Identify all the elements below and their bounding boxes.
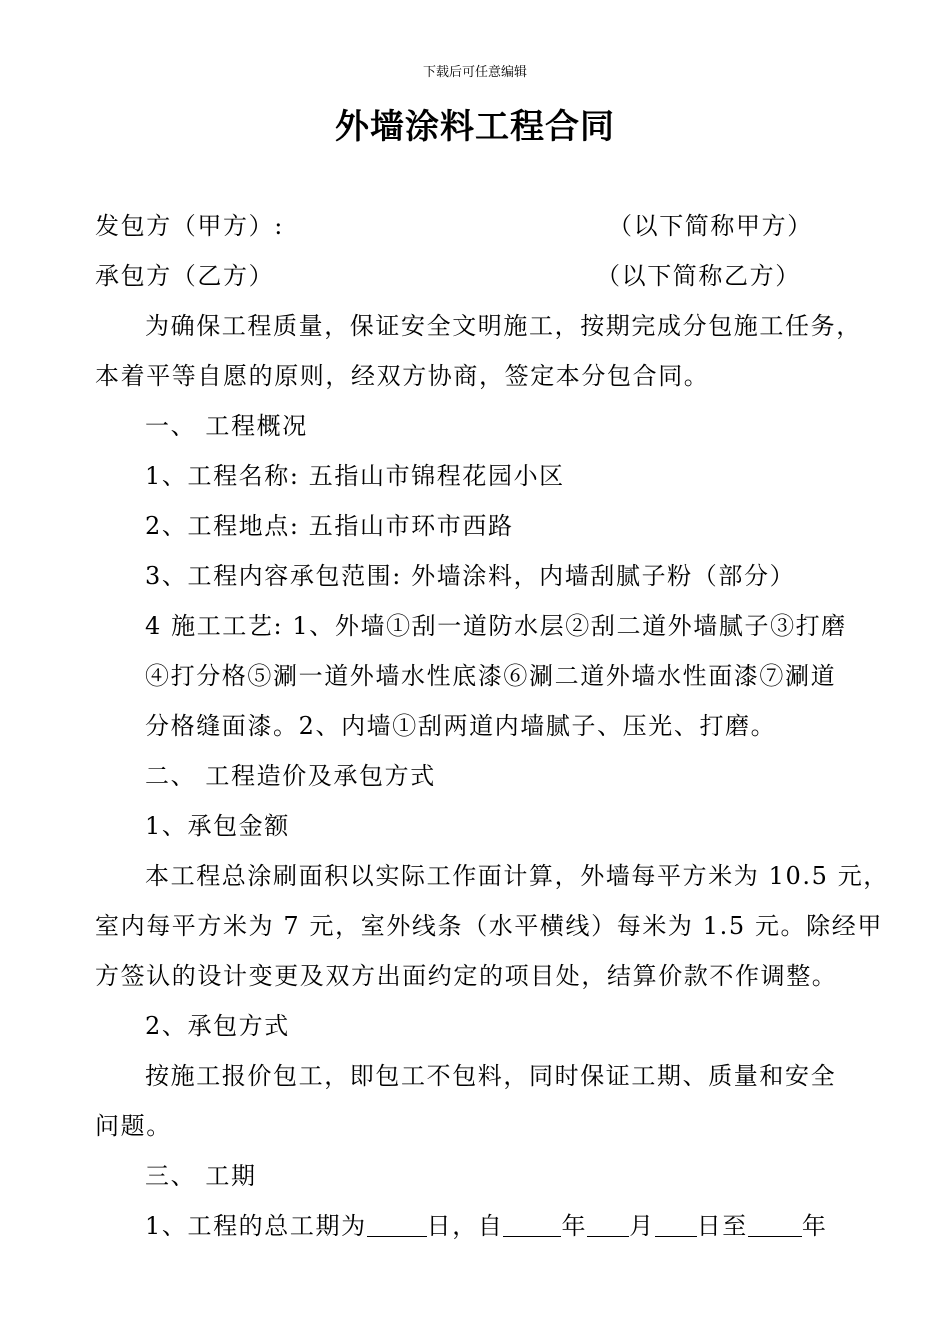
start-month-text: 月 — [629, 1212, 655, 1240]
intro-line-2: 本着平等自愿的原则，经双方协商，签定本分包合同。 — [95, 362, 710, 390]
method-line-1: 按施工报价包工，即包工不包料，同时保证工期、质量和安全 — [145, 1062, 837, 1090]
intro-line-1: 为确保工程质量，保证安全文明施工，按期完成分包施工任务， — [145, 312, 862, 340]
start-year-blank[interactable] — [503, 1212, 561, 1237]
section-3-heading: 三、 工期 — [145, 1162, 257, 1190]
start-day-blank[interactable] — [655, 1212, 697, 1237]
page-header: 下载后可任意编辑 — [422, 65, 527, 80]
document-title: 外墙涂料工程合同 — [335, 107, 615, 147]
end-year-text: 年 — [801, 1212, 828, 1240]
amount-line-1: 本工程总涂刷面积以实际工作面计算，外墙每平方米为 10.5 元， — [145, 862, 889, 890]
start-year-text: 年 — [561, 1212, 588, 1240]
party-b-note: （以下简称乙方） — [596, 262, 801, 290]
section-2-heading: 二、 工程造价及承包方式 — [145, 762, 436, 790]
section-1-heading: 一、 工程概况 — [145, 412, 308, 440]
project-name: 1、工程名称: 五指山市锦程花园小区 — [145, 462, 565, 490]
duration-line — [145, 1210, 828, 1242]
party-b-label: 承包方（乙方） — [95, 262, 275, 290]
duration-day-text: 日，自 — [426, 1212, 504, 1240]
duration-prefix: 1、工程的总工期为 — [145, 1212, 367, 1240]
end-year-blank[interactable] — [748, 1212, 802, 1237]
project-location: 2、工程地点: 五指山市环市西路 — [145, 512, 514, 540]
process-line-2: ④打分格⑤涮一道外墙水性底漆⑥涮二道外墙水性面漆⑦涮道 — [145, 662, 837, 690]
method-heading: 2、承包方式 — [145, 1012, 290, 1040]
process-line-1: 4 施工工艺: 1、外墙①刮一道防水层②刮二道外墙腻子③打磨 — [145, 612, 847, 640]
process-line-3: 分格缝面漆。2、内墙①刮两道内墙腻子、压光、打磨。 — [145, 712, 777, 740]
method-line-2: 问题。 — [95, 1112, 172, 1140]
amount-heading: 1、承包金额 — [145, 812, 290, 840]
amount-line-3: 方签认的设计变更及双方出面约定的项目处，结算价款不作调整。 — [95, 962, 838, 990]
duration-days-blank[interactable] — [367, 1212, 427, 1237]
party-a-note: （以下简称甲方） — [608, 212, 813, 240]
project-scope: 3、工程内容承包范围: 外墙涂料，内墙刮腻子粉（部分） — [145, 562, 796, 590]
amount-line-2: 室内每平方米为 7 元，室外线条（水平横线）每米为 1.5 元。除经甲 — [95, 912, 883, 940]
start-month-blank[interactable] — [587, 1212, 629, 1237]
start-day-to-text: 日至 — [696, 1212, 748, 1240]
party-a-label: 发包方（甲方）: — [95, 212, 284, 240]
